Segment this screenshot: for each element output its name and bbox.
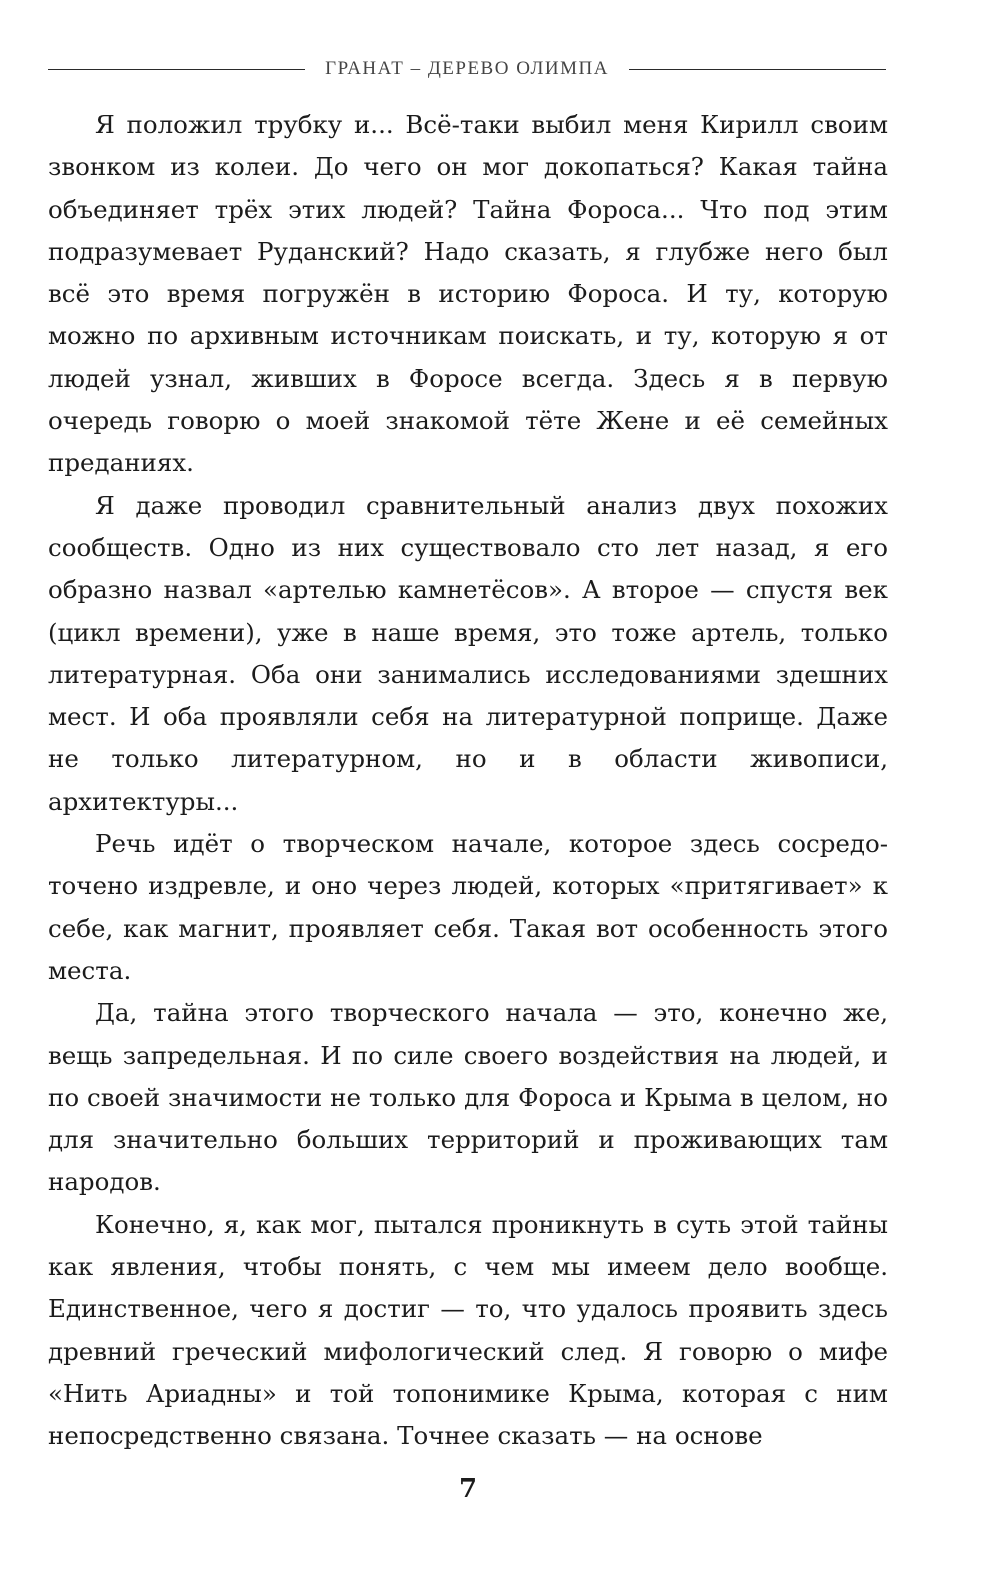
- paragraph-3: Речь идёт о творческом начале, которое здесь сосредоточено издревле, и оно через людей, которых «притягивает» к себе, как магнит, проявляет себя. Такая вот особенность этого места.: [48, 829, 888, 985]
- paragraph-2: Я даже проводил сравнительный анализ двух похожих сообществ. Одно из них существовало сто лет назад, я его образно назвал «артелью камнетёсов». А второе — спустя век (цикл времени), уже в наше время, это тоже артель, только литературная. Оба они занимались исследованиями здешних мест. И оба проявляли себя на литературной поприще. Даже не только литературном, но и в области живописи, архитектуры...: [48, 490, 888, 816]
- header-rule-right: [629, 69, 886, 70]
- running-title: ГРАНАТ – ДЕРЕВО ОЛИМПА: [325, 58, 609, 79]
- header-rule-left: [48, 69, 305, 70]
- paragraph-5: Конечно, я, как мог, пытался проникнуть в суть этой тайны как явления, чтобы понять, с чем мы имеем дело вообще. Единственное, чего я достиг — то, что удалось проявить здесь древний греческий мифологический след. Я говорю о мифе «Нить Ариадны» и той топонимике Крыма, которая с ним непосредственно связана. Точнее сказать — на основе: [48, 1209, 888, 1451]
- body-text: [48, 104, 888, 1458]
- page-number: 7: [458, 1474, 478, 1504]
- running-header: [48, 54, 886, 84]
- paragraph-1: Я положил трубку и... Всё-таки выбил меня Кирилл своим звонком из колеи. До чего он мог докопаться? Какая тайна объединяет трёх этих людей? Тайна Фороса... Что под этим подразумевает Руданский? Надо сказать, я глубже него был всё это время погружён в историю Фороса. И ту, которую можно по архивным источникам поискать, и ту, которую я от людей узнал, живших в Форосе всегда. Здесь я в первую очередь говорю о моей знакомой тёте Жене и её семейных преданиях.: [48, 110, 888, 478]
- paragraph-4: Да, тайна этого творческого начала — это, конечно же, вещь запредельная. И по силе своего воздействия на людей, и по своей значимости не только для Фороса и Крыма в целом, но для значительно больших территорий и проживающих там народов.: [48, 998, 888, 1197]
